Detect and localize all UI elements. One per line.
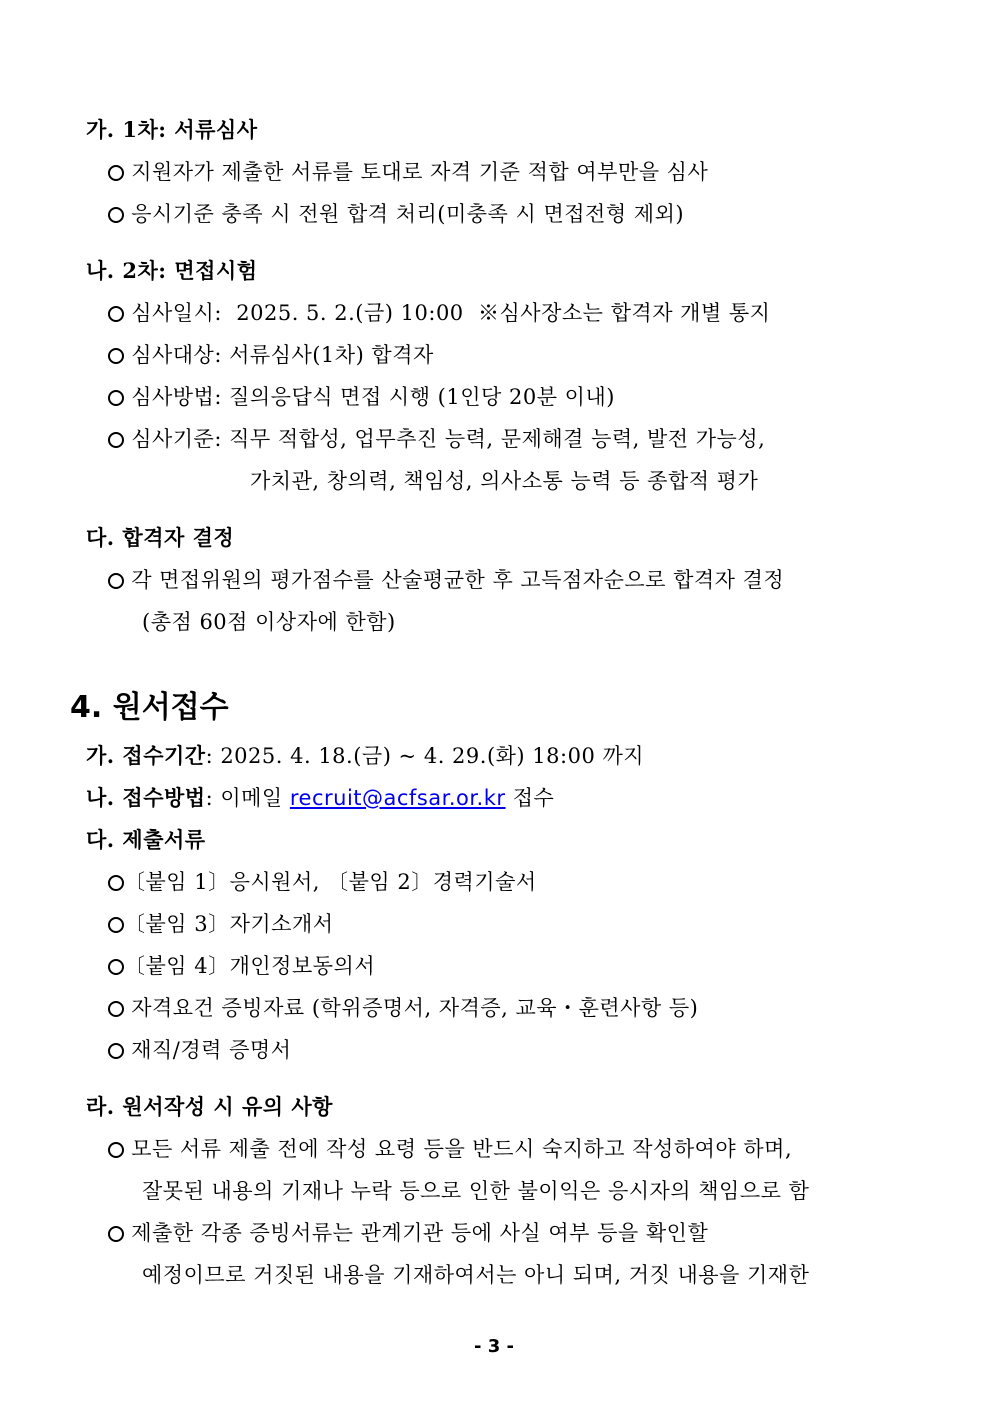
list-item-continuation: 가치관, 창의력, 책임성, 의사소통 능력 등 종합적 평가 [250,469,759,493]
list-item: 지원자가 제출한 서류를 토대로 자격 기준 적합 여부만을 심사 [108,158,708,186]
list-item: 재직/경력 증명서 [108,1036,291,1064]
page-number: - 3 - [474,1336,514,1357]
circle-bullet-icon [108,165,124,181]
circle-bullet-icon [108,959,124,975]
heading-documents: 다. 제출서류 [86,827,206,852]
heading-notes: 라. 원서작성 시 유의 사항 [86,1094,333,1119]
list-item-continuation: (총점 60점 이상자에 한함) [142,610,396,634]
circle-bullet-icon [108,1142,124,1158]
circle-bullet-icon [108,1001,124,1017]
circle-bullet-icon [108,573,124,589]
circle-bullet-icon [108,875,124,891]
circle-bullet-icon [108,306,124,322]
list-item: 응시기준 충족 시 전원 합격 처리(미충족 시 면접전형 제외) [108,200,684,228]
circle-bullet-icon [108,1043,124,1059]
list-item-continuation: 잘못된 내용의 기재나 누락 등으로 인한 불이익은 응시자의 책임으로 함 [142,1179,810,1203]
circle-bullet-icon [108,1226,124,1242]
list-item: 〔붙임 3〕자기소개서 [108,910,334,938]
list-item: 심사일시: 2025. 5. 2.(금) 10:00 ※심사장소는 합격자 개별 통지 [108,299,770,327]
list-item: 모든 서류 제출 전에 작성 요령 등을 반드시 숙지하고 작성하여야 하며, [108,1135,792,1163]
circle-bullet-icon [108,390,124,406]
list-item: 심사대상: 서류심사(1차) 합격자 [108,341,434,369]
method-line: 나. 접수방법: 이메일 recruit@acfsar.or.kr 접수 [86,785,555,810]
circle-bullet-icon [108,348,124,364]
list-item: 각 면접위원의 평가점수를 산술평균한 후 고득점자순으로 합격자 결정 [108,566,784,594]
circle-bullet-icon [108,207,124,223]
section-title: 4. 원서접수 [70,690,229,725]
list-item: 〔붙임 1〕응시원서, 〔붙임 2〕경력기술서 [108,868,537,896]
heading-ga-screening: 가. 1차: 서류심사 [86,117,258,142]
heading-da-decision: 다. 합격자 결정 [86,525,235,550]
list-item: 제출한 각종 증빙서류는 관계기관 등에 사실 여부 등을 확인할 [108,1219,708,1247]
list-item: 심사기준: 직무 적합성, 업무추진 능력, 문제해결 능력, 발전 가능성, [108,425,765,453]
circle-bullet-icon [108,917,124,933]
email-link[interactable]: recruit@acfsar.or.kr [289,786,506,810]
circle-bullet-icon [108,432,124,448]
heading-na-interview: 나. 2차: 면접시험 [86,258,258,283]
list-item: 〔붙임 4〕개인정보동의서 [108,952,375,980]
period-line: 가. 접수기간: 2025. 4. 18.(금) ~ 4. 29.(화) 18:00 까지 [86,743,645,768]
list-item: 자격요건 증빙자료 (학위증명서, 자격증, 교육・훈련사항 등) [108,994,698,1022]
list-item: 심사방법: 질의응답식 면접 시행 (1인당 20분 이내) [108,383,615,411]
list-item-continuation: 예정이므로 거짓된 내용을 기재하여서는 아니 되며, 거짓 내용을 기재한 [142,1263,810,1287]
